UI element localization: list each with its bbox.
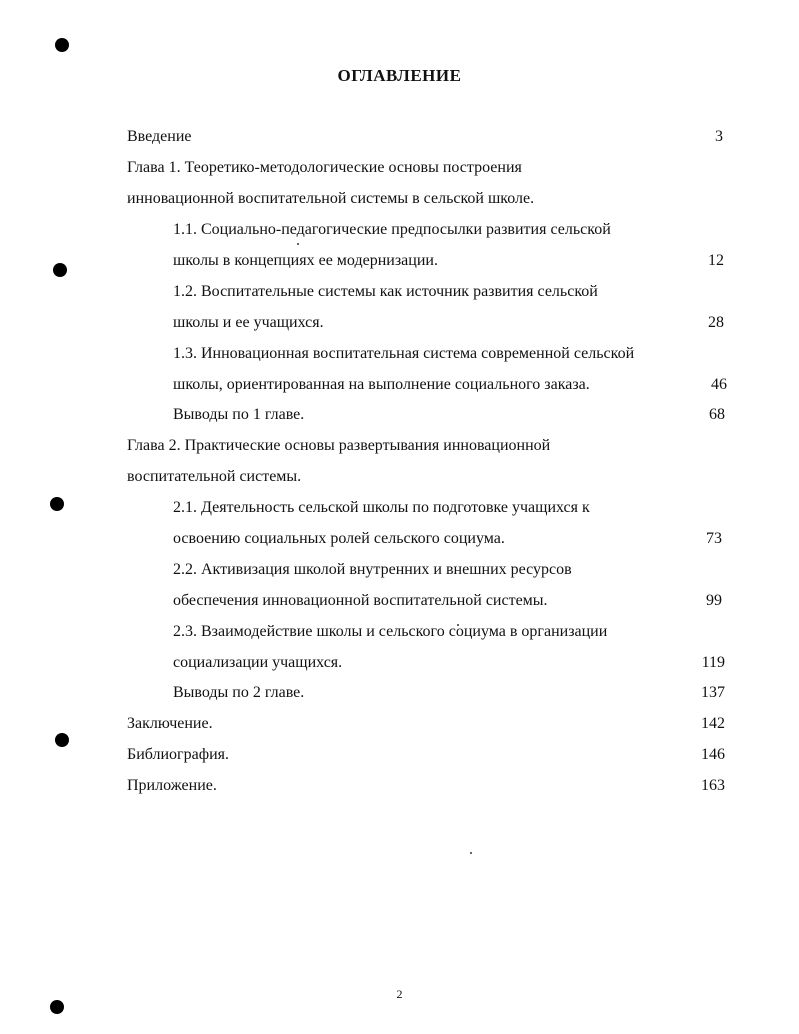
toc-chapter-2-line-1: Глава 2. Практические основы развертывания инновационной — [127, 437, 551, 454]
toc-section-1-1-line-2: школы в концепциях ее модернизации. — [173, 252, 438, 269]
toc-entry-appendix: Приложение. — [127, 777, 217, 794]
toc-page-appendix: 163 — [701, 777, 725, 794]
toc-section-2-3-line-1: 2.3. Взаимодействие школы и сельского социума в организации — [173, 623, 608, 640]
toc-section-2-1-line-2: освоению социальных ролей сельского социума. — [173, 530, 505, 547]
toc-conclusions-chapter-2: Выводы по 2 главе. — [173, 684, 305, 701]
toc-page-bibliography: 146 — [701, 746, 725, 763]
toc-page-2-3: 119 — [701, 654, 725, 671]
toc-page-2-2: 99 — [706, 592, 722, 609]
toc-section-2-2-line-1: 2.2. Активизация школой внутренних и внешних ресурсов — [173, 561, 572, 578]
toc-page-2-1: 73 — [706, 530, 722, 547]
toc-section-2-1-line-1: 2.1. Деятельность сельской школы по подготовке учащихся к — [173, 499, 590, 516]
toc-entry-conclusion: Заключение. — [127, 715, 213, 732]
toc-page-1-3: 46 — [711, 376, 727, 393]
toc-page-1-1: 12 — [708, 252, 724, 269]
page-title: ОГЛАВЛЕНИЕ — [337, 66, 462, 85]
scan-speck — [297, 243, 299, 245]
toc-section-1-1-line-1: 1.1. Социально-педагогические предпосылки развития сельской — [173, 221, 611, 238]
toc-section-1-3-line-2: школы, ориентированная на выполнение социального заказа. — [173, 376, 590, 393]
toc-chapter-2-line-2: воспитательной системы. — [127, 468, 302, 485]
toc-page-1-2: 28 — [708, 314, 724, 331]
toc-entry-intro: Введение — [127, 128, 192, 145]
toc-page-conclusion: 142 — [701, 715, 725, 732]
toc-page-intro: 3 — [715, 128, 723, 145]
toc-section-2-2-line-2: обеспечения инновационной воспитательной системы. — [173, 592, 548, 609]
page-number: 2 — [396, 987, 403, 1001]
binder-hole — [50, 1000, 64, 1014]
toc-section-1-2-line-1: 1.2. Воспитательные системы как источник развития сельской — [173, 283, 598, 300]
scan-speck — [470, 852, 472, 854]
toc-chapter-1-line-2: инновационной воспитательной системы в сельской школе. — [127, 190, 535, 207]
binder-hole — [53, 263, 67, 277]
toc-entry-bibliography: Библиография. — [127, 746, 229, 763]
binder-hole — [55, 38, 69, 52]
binder-hole — [55, 733, 69, 747]
toc-page-conclusions-2: 137 — [701, 684, 725, 701]
toc-section-2-3-line-2: социализации учащихся. — [173, 654, 343, 671]
toc-section-1-2-line-2: школы и ее учащихся. — [173, 314, 324, 331]
toc-section-1-3-line-1: 1.3. Инновационная воспитательная система современной сельской — [173, 345, 635, 362]
binder-hole — [50, 497, 64, 511]
toc-conclusions-chapter-1: Выводы по 1 главе. — [173, 406, 305, 423]
toc-chapter-1-line-1: Глава 1. Теоретико-методологические основы построения — [127, 159, 522, 176]
toc-page-conclusions-1: 68 — [709, 406, 725, 423]
